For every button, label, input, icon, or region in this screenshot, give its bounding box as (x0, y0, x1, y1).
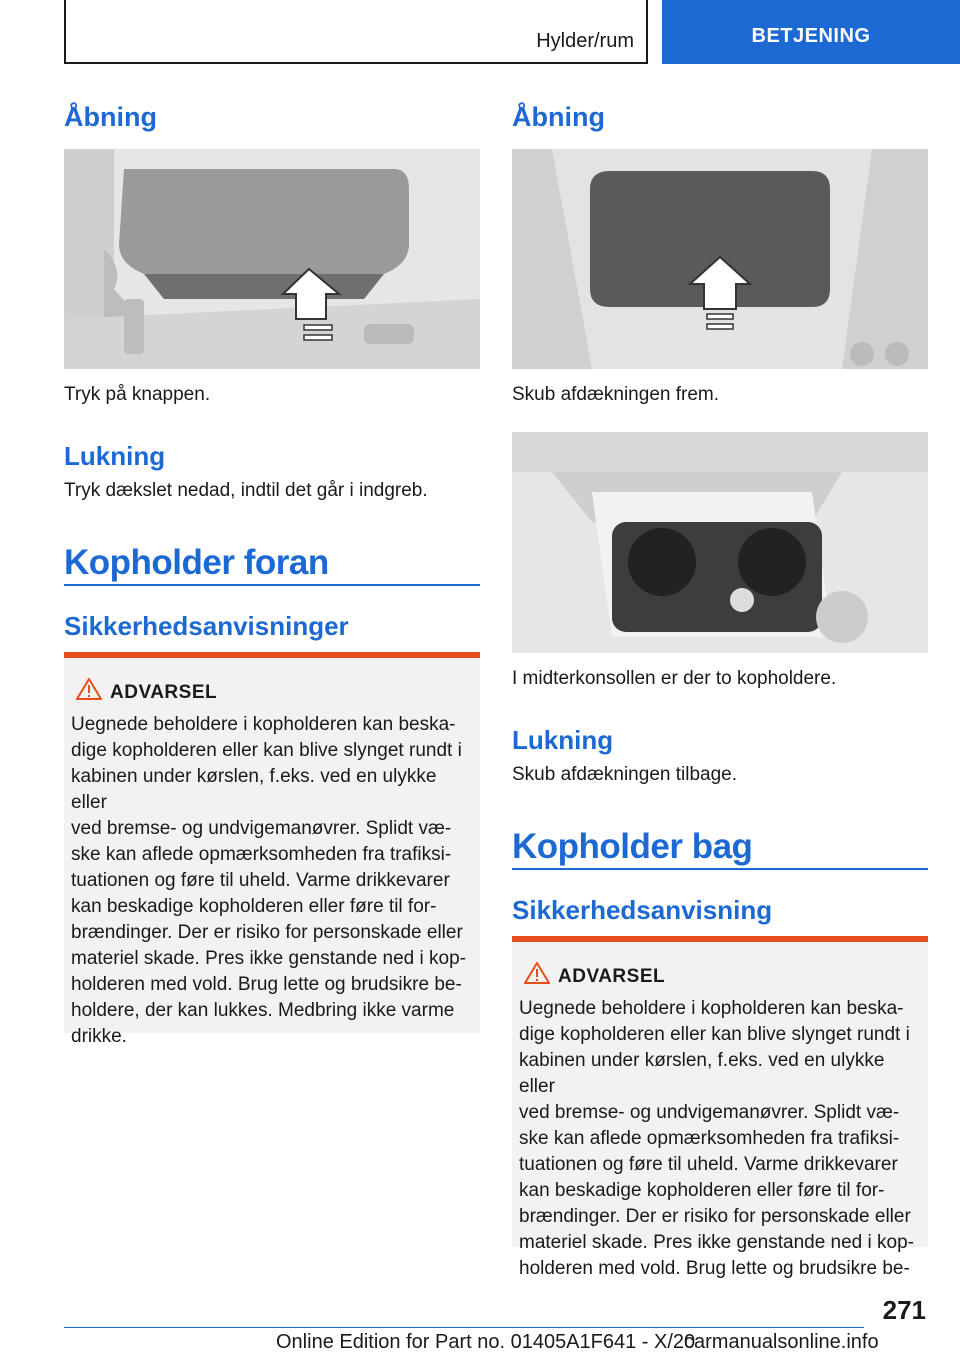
armrest-image (64, 149, 480, 369)
warning-line: holdere, der kan lukkes. Medbring ikke varme (71, 1000, 455, 1021)
left-warning-body (71, 712, 476, 1050)
warning-line: brændinger. Der er risiko for personskade eller (71, 922, 463, 943)
warning-line: dige kopholderen eller kan blive slynget rundt i (519, 1024, 910, 1045)
warning-line: brændinger. Der er risiko for personskade eller (519, 1206, 911, 1227)
left-warning-box (64, 652, 480, 1047)
footer-edition: Online Edition for Part no. 01405A1F641 - X/20 (276, 1331, 696, 1353)
right-close-text: Skub afdækningen tilbage. (512, 764, 737, 785)
warning-line: materiel skade. Pres ikke genstande ned i kop‐ (71, 948, 466, 969)
cupholder-illustration (512, 432, 928, 653)
right-warning-title: ADVARSEL (558, 966, 666, 987)
warning-line: tuationen og føre til uheld. Varme drikkevarer (71, 870, 450, 891)
header-section-title: Hylder/rum (536, 30, 634, 52)
warning-line: materiel skade. Pres ikke genstande ned i kop‐ (519, 1232, 914, 1253)
left-section-title: Kopholder foran (64, 543, 329, 582)
left-close-heading: Lukning (64, 441, 166, 471)
cover-image (512, 149, 928, 369)
right-open-caption: Skub afdækningen frem. (512, 384, 720, 405)
right-section-title: Kopholder bag (512, 827, 753, 866)
warning-line: dige kopholderen eller kan blive slynget rundt i (71, 740, 462, 761)
warning-line: tuationen og føre til uheld. Varme drikkevarer (519, 1154, 898, 1175)
right-sub-title: Sikkerhedsanvisning (512, 895, 773, 925)
warning-line: ved bremse- og undvigemanøvrer. Splidt væ‐ (519, 1102, 900, 1123)
warning-line: Uegnede beholdere i kopholderen kan beska‐ (519, 998, 904, 1019)
right-warning-body (519, 996, 924, 1282)
cover-illustration (512, 149, 928, 369)
warning-line: holderen med vold. Brug lette og brudsikre be‐ (519, 1258, 910, 1279)
left-sub-title: Sikkerhedsanvisninger (64, 611, 349, 641)
warning-triangle-icon (524, 962, 550, 984)
right-close-heading: Lukning (512, 725, 614, 755)
left-section-rule (64, 584, 480, 586)
right-open-heading: Åbning (512, 102, 605, 132)
left-open-caption: Tryk på knappen. (64, 384, 211, 405)
right-section-rule (512, 868, 928, 870)
warning-line: holderen med vold. Brug lette og brudsikre be‐ (71, 974, 462, 995)
armrest-illustration (64, 149, 480, 369)
left-open-heading: Åbning (64, 102, 157, 132)
footer-watermark[interactable]: carmanualsonline.info (684, 1331, 879, 1353)
footer-rule (64, 1327, 864, 1328)
warning-line: kan beskadige kopholderen eller føre til for‐ (519, 1180, 885, 1201)
header-chapter-tab: BETJENING (662, 0, 960, 64)
warning-line: kan beskadige kopholderen eller føre til for‐ (71, 896, 437, 917)
warning-triangle-icon (76, 678, 102, 700)
warning-line: ved bremse- og undvigemanøvrer. Splidt væ‐ (71, 818, 452, 839)
warning-line: kabinen under kørslen, f.eks. ved en ulykke eller (519, 1050, 885, 1097)
page-number: 271 (882, 1295, 926, 1325)
left-warning-title: ADVARSEL (110, 682, 218, 703)
warning-line: ske kan aflede opmærksomheden fra trafiksi‐ (519, 1128, 900, 1149)
warning-line: drikke. (71, 1026, 127, 1047)
header-frame (64, 0, 648, 64)
cupholder-image (512, 432, 928, 653)
warning-line: ske kan aflede opmærksomheden fra trafiksi‐ (71, 844, 452, 865)
warning-line: Uegnede beholdere i kopholderen kan beska‐ (71, 714, 456, 735)
right-cups-caption: I midterkonsollen er der to kopholdere. (512, 668, 837, 689)
left-close-text: Tryk dækslet nedad, indtil det går i indgreb. (64, 480, 428, 501)
right-warning-box (512, 936, 928, 1279)
warning-line: kabinen under kørslen, f.eks. ved en ulykke eller (71, 766, 437, 813)
